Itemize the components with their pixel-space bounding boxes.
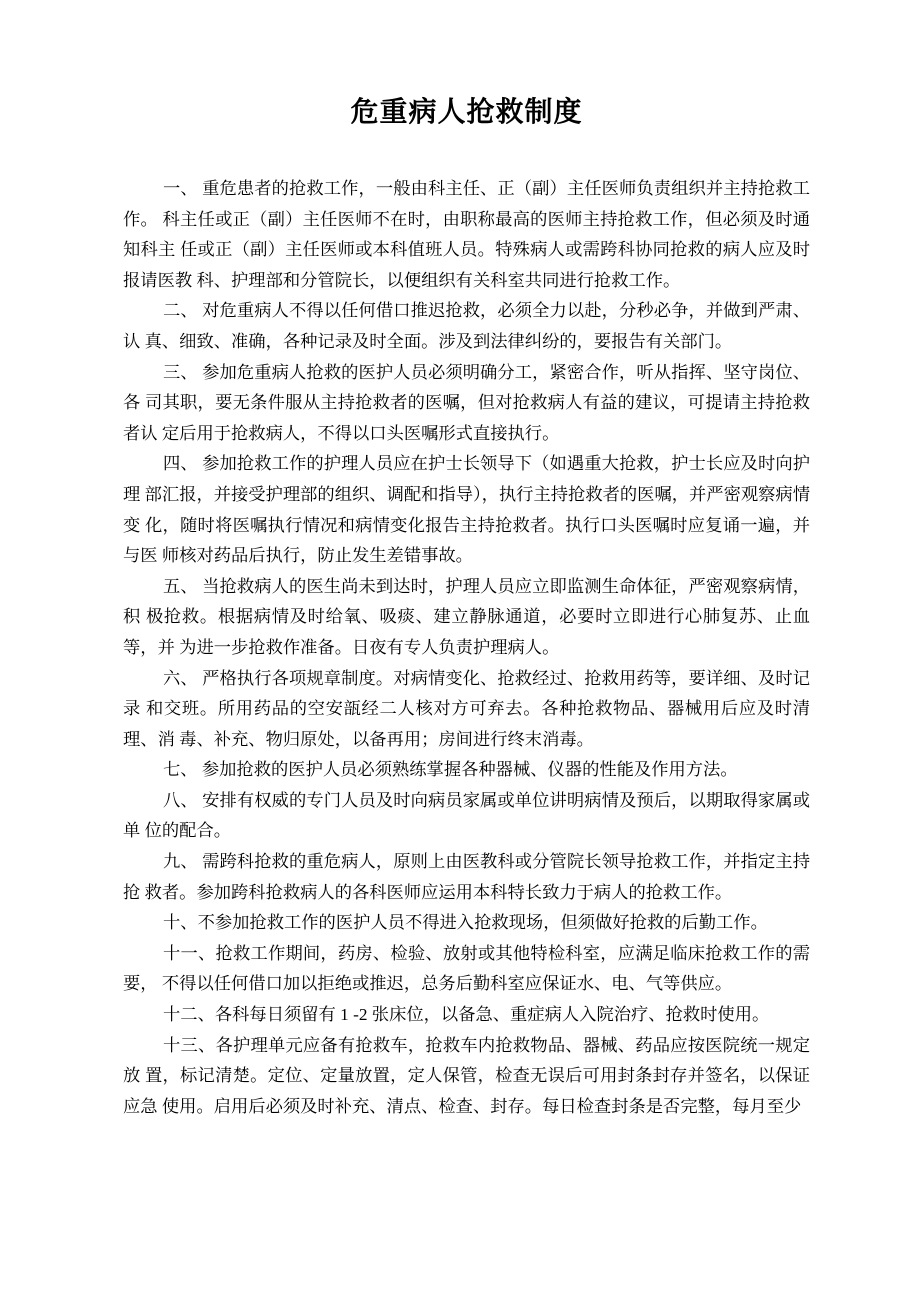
paragraph-7: 七、 参加抢救的医护人员必须熟练掌握各种器械、仪器的性能及作用方法。 — [163, 760, 738, 780]
paragraph-12: 十二、各科每日须留有 1 -2 张床位，以备急、重症病人入院治疗、抢救时使用。 — [163, 1005, 770, 1025]
document-body — [123, 174, 810, 1122]
paragraph-2: 二、 对危重病人不得以任何借口推迟抢救，必须全力以赴，分秒必争，并做到严肃、认 真、细致、准确，各种记录及时全面。涉及到法律纠纷的，要报告有关部门。 — [123, 301, 810, 351]
paragraph-5: 五、 当抢救病人的医生尚未到达时，护理人员应立即监测生命体征，严密观察病情，积 极抢救。根据病情及时给氧、吸痰、建立静脉通道，必要时立即进行心肺复苏、止血等，并 为进一步抢救作准备。日夜有专人负责护理病人。 — [123, 576, 810, 657]
paragraph-1: 一、 重危患者的抢救工作，一般由科主任、正（副）主任医师负责组织并主持抢救工作。 科主任或正（副）主任医师不在时，由职称最高的医师主持抢救工作，但必须及时通知科主 任或正（副）主任医师或本科值班人员。特殊病人或需跨科协同抢救的病人应及时报请医教 科、护理部和分管院长，以便组织有关科室共同进行抢救工作。 — [123, 179, 810, 290]
document-title: 危重病人抢救制度 — [350, 97, 583, 128]
paragraph-6: 六、 严格执行各项规章制度。对病情变化、抢救经过、抢救用药等，要详细、及时记录 和交班。所用药品的空安瓿经二人核对方可弃去。各种抢救物品、器械用后应及时清理、消 毒、补充、物归原处，以备再用；房间进行终末消毒。 — [123, 668, 810, 749]
paragraph-10: 十、不参加抢救工作的医护人员不得进入抢救现场，但须做好抢救的后勤工作。 — [163, 913, 768, 933]
paragraph-13: 十三、各护理单元应备有抢救车，抢救车内抢救物品、器械、药品应按医院统一规定放 置，标记清楚。定位、定量放置，定人保管，检查无误后可用封条封存并签名，以保证应急 使用。启用后必须及时补充、清点、检查、封存。每日检查封条是否完整，每月至少 — [123, 1035, 810, 1116]
paragraph-9: 九、 需跨科抢救的重危病人，原则上由医教科或分管院长领导抢救工作，并指定主持抢 救者。参加跨科抢救病人的各科医师应运用本科特长致力于病人的抢救工作。 — [123, 852, 810, 902]
paragraph-3: 三、 参加危重病人抢救的医护人员必须明确分工，紧密合作，听从指挥、坚守岗位、各 司其职，要无条件服从主持抢救者的医嘱，但对抢救病人有益的建议，可提请主持抢救者认 定后用于抢救病人，不得以口头医嘱形式直接执行。 — [123, 362, 810, 443]
paragraph-4: 四、 参加抢救工作的护理人员应在护士长领导下（如遇重大抢救，护士长应及时向护理 部汇报，并接受护理部的组织、调配和指导），执行主持抢救者的医嘱，并严密观察病情变 化，随时将医嘱执行情况和病情变化报告主持抢救者。执行口头医嘱时应复诵一遍，并与医 师核对药品后执行，防止发生差错事故。 — [123, 454, 810, 566]
paragraph-11: 十一、抢救工作期间，药房、检验、放射或其他特检科室，应满足临床抢救工作的需要， 不得以任何借口加以拒绝或推迟，总务后勤科室应保证水、电、气等供应。 — [123, 943, 810, 994]
paragraph-8: 八、 安排有权威的专门人员及时向病员家属或单位讲明病情及预后，以期取得家属或单 位的配合。 — [123, 790, 810, 841]
